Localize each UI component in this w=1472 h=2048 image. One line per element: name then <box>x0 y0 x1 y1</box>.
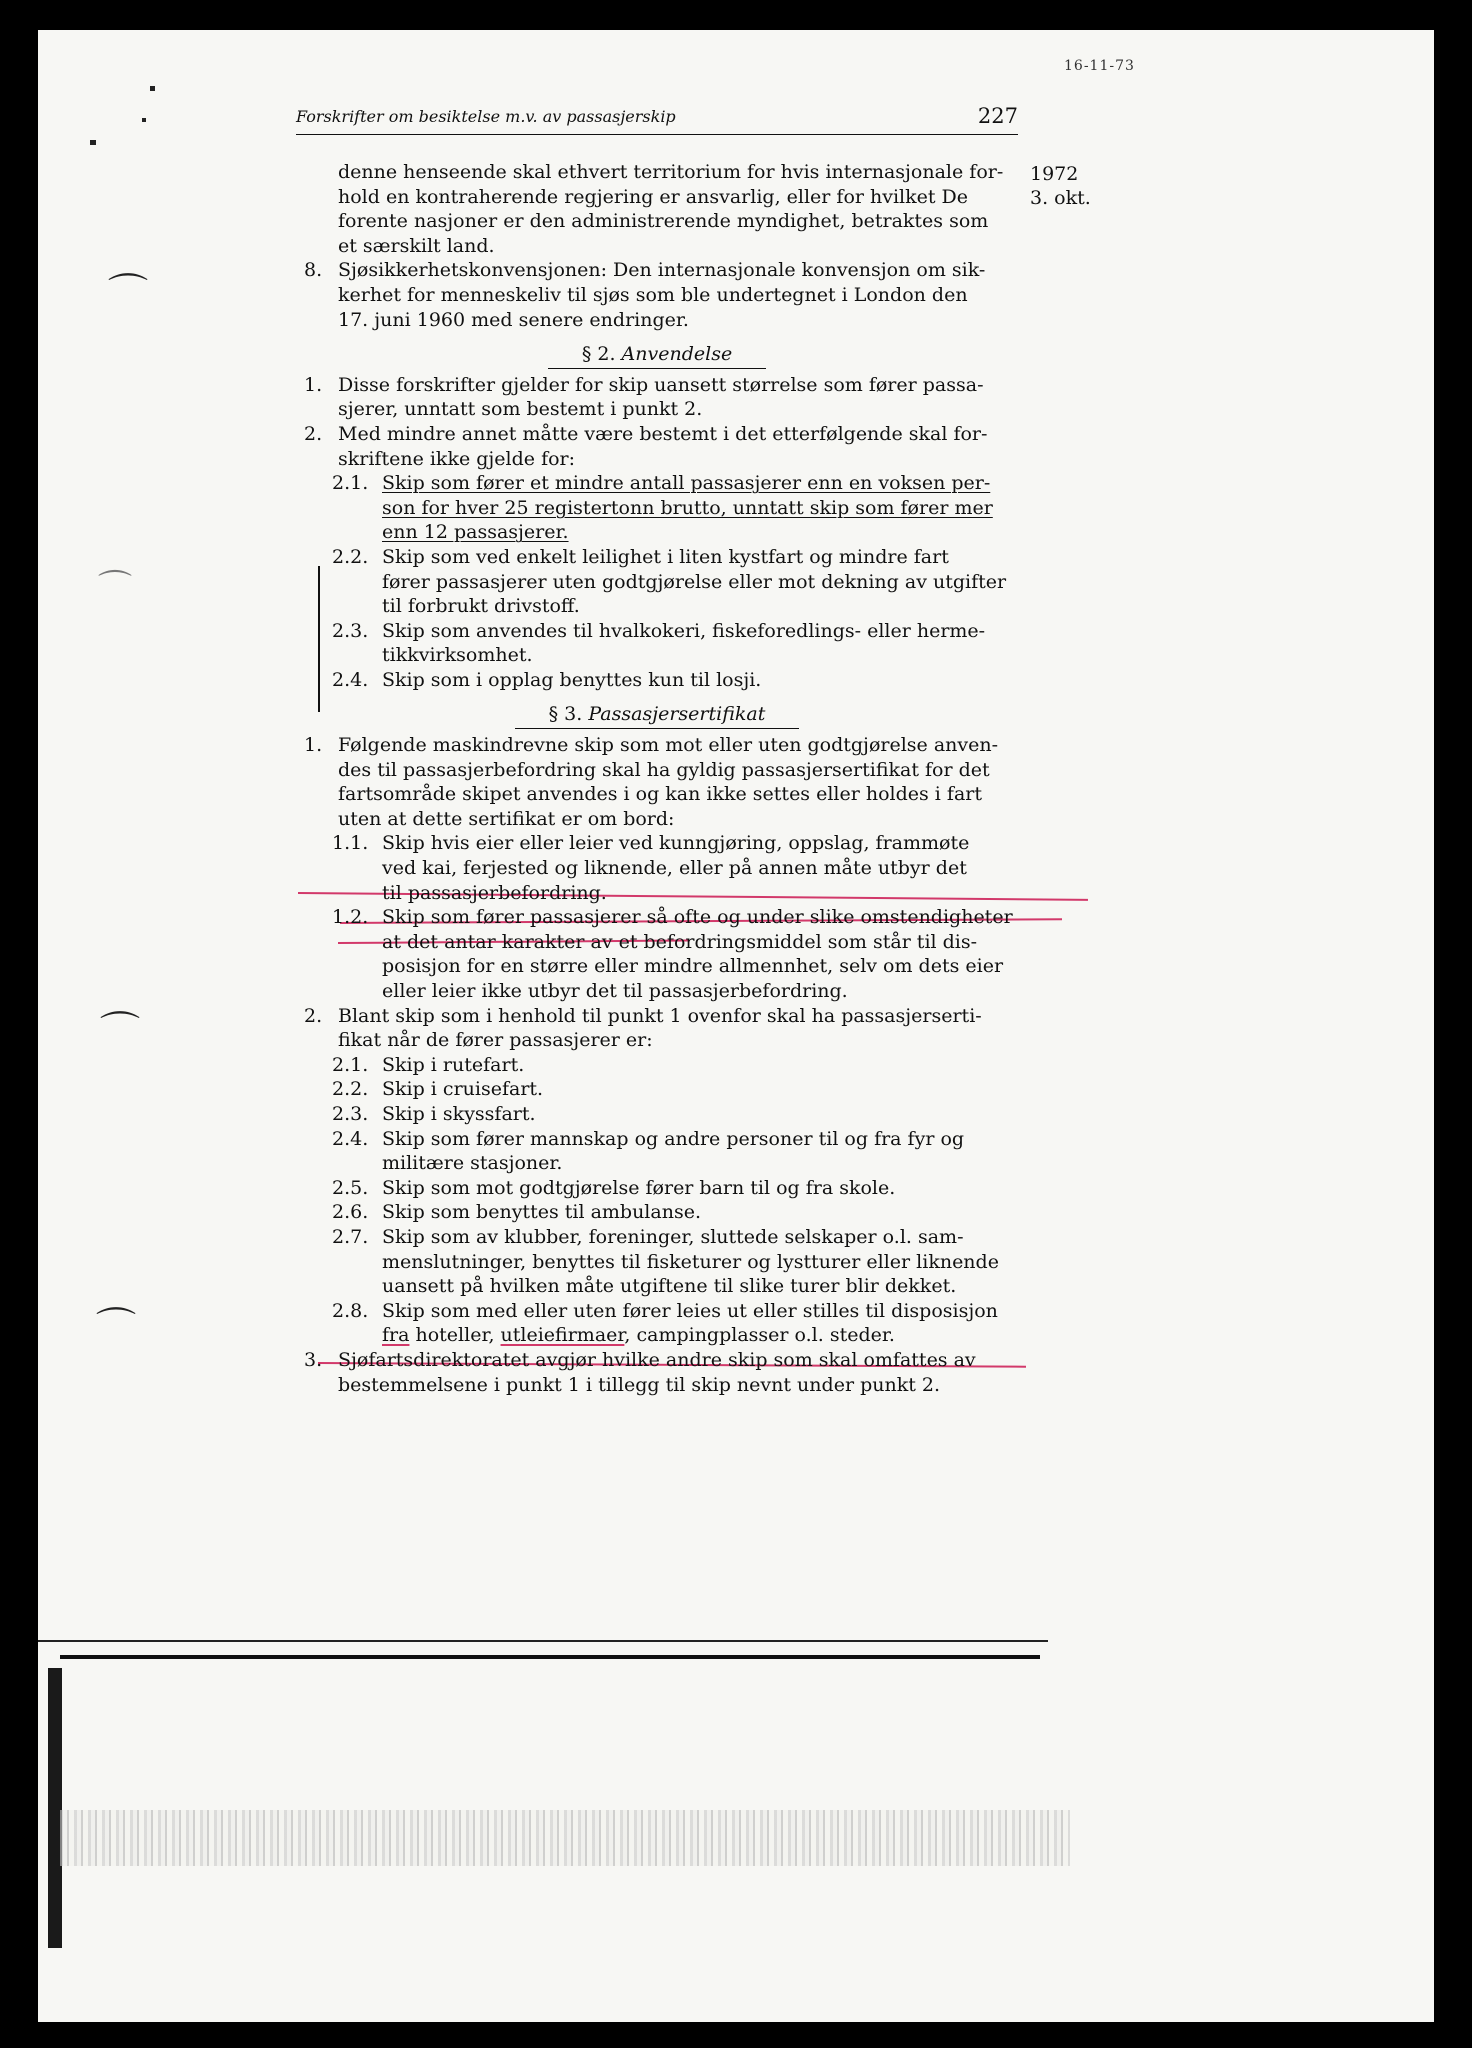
sub-paragraph-number: 2.3. <box>332 1102 369 1125</box>
paragraph-number: 3. <box>304 1348 323 1371</box>
text-line: Skip som fører mannskap og andre personer til og fra fyr og <box>382 1127 965 1150</box>
text-line: Skip som fører et mindre antall passasjerer enn en voksen per- <box>382 472 991 495</box>
text-line-composite <box>296 1323 1018 1348</box>
sub-paragraph-number: 2.5. <box>332 1176 369 1199</box>
section-heading-3 <box>296 702 1018 729</box>
sub-paragraph <box>296 1102 1018 1127</box>
text-line: Skip som i opplag benyttes kun til losji. <box>382 668 762 691</box>
text-line: Skip som anvendes til hvalkokeri, fiskeforedlings- eller herme- <box>382 619 986 642</box>
text-span: hoteller, <box>409 1324 501 1347</box>
paragraph <box>296 1004 1018 1029</box>
text-line: Følgende maskindrevne skip som mot eller uten godtgjørelse anven- <box>338 734 999 757</box>
section-number: § 3. <box>548 703 583 726</box>
text-line: posisjon for en større eller mindre allmennhet, selv om dets eier <box>382 955 1004 978</box>
section-title: Anvendelse <box>621 343 733 366</box>
sub-paragraph <box>296 1225 1018 1250</box>
sub-paragraph-number: 2.4. <box>332 1127 369 1150</box>
sub-paragraph <box>296 619 1018 644</box>
text-line: Skip som mot godtgjørelse fører barn til og fra skole. <box>382 1176 896 1199</box>
section-heading-2 <box>296 342 1018 369</box>
sub-paragraph-number: 2.6. <box>332 1201 369 1224</box>
sub-paragraph-number: 2.4. <box>332 668 369 691</box>
text-line: uansett på hvilken måte utgiftene til slike turer blir dekket. <box>382 1275 957 1298</box>
paragraph-8 <box>296 258 1018 283</box>
punch-mark-icon: ⌒ <box>100 1009 140 1055</box>
red-underlined-word: fra <box>382 1324 410 1347</box>
punch-mark-icon: ⌒ <box>96 1305 136 1351</box>
text-line: 17. juni 1960 med senere endringer. <box>338 308 689 331</box>
section-title: Passasjersertifikat <box>588 703 766 726</box>
text-line: sjerer, unntatt som bestemt i punkt 2. <box>338 398 703 421</box>
sub-paragraph <box>296 831 1018 856</box>
text-span: , campingplasser o.l. steder. <box>624 1324 895 1347</box>
paragraph-number: 1. <box>304 734 323 757</box>
scan-artifact-line <box>60 1655 1040 1659</box>
text-line: eller leier ikke utbyr det til passasjerbefordring. <box>382 980 848 1002</box>
text-line: skriftene ikke gjelde for: <box>338 447 576 470</box>
sub-paragraph <box>296 1127 1018 1152</box>
text-line: Blant skip som i henhold til punkt 1 ovenfor skal ha passasjerserti- <box>338 1004 982 1027</box>
scan-noise-band <box>60 1810 1070 1866</box>
text-line: Skip i rutefart. <box>382 1053 525 1076</box>
text-line: Skip hvis eier eller leier ved kunngjøring, oppslag, frammøte <box>382 832 970 855</box>
text-line: Skip som ved enkelt leilighet i liten kystfart og mindre fart <box>382 545 949 568</box>
text-line: kerhet for menneskeliv til sjøs som ble undertegnet i London den <box>338 283 968 306</box>
text-line: hold en kontraherende regjering er ansvarlig, eller for hvilket De <box>338 185 969 208</box>
margin-year: 1972 <box>1030 163 1079 185</box>
text-line: ved kai, ferjested og liknende, eller på annen måte utbyr det <box>382 857 967 880</box>
paragraph <box>296 733 1018 758</box>
text-line: Disse forskrifter gjelder for skip uansett størrelse som fører passa- <box>338 373 984 396</box>
text-line: Skip som benyttes til ambulanse. <box>382 1201 701 1224</box>
text-line: til forbrukt drivstoff. <box>382 595 580 618</box>
sub-paragraph <box>296 1077 1018 1102</box>
scan-artifact-strip <box>48 1668 62 1948</box>
date-stamp: 16-11-73 <box>1064 58 1135 74</box>
text-line: fører passasjerer uten godtgjørelse eller mot dekning av utgifter <box>382 570 1007 593</box>
margin-date: 3. okt. <box>1030 187 1091 209</box>
text-line: Skip i skyssfart. <box>382 1102 536 1125</box>
text-line: Sjøfartsdirektoratet avgjør hvilke andre skip som skal omfattes av <box>338 1348 976 1371</box>
sub-paragraph-number: 2.2. <box>332 545 369 568</box>
scan-artifact-line <box>38 1640 1048 1642</box>
paragraph-number: 1. <box>304 373 323 396</box>
punch-mark-icon: ⌒ <box>108 271 148 317</box>
text-line: militære stasjoner. <box>382 1152 563 1175</box>
sub-paragraph <box>296 1200 1018 1225</box>
sub-paragraph <box>296 1299 1018 1324</box>
text-line: Med mindre annet måtte være bestemt i det etterfølgende skal for- <box>338 422 988 445</box>
margin-note <box>1030 162 1091 210</box>
running-header <box>296 104 1018 135</box>
document-body <box>296 160 1018 1397</box>
text-line: Skip som med eller uten fører leies ut eller stilles til disposisjon <box>382 1299 998 1322</box>
text-line: Skip som fører passasjerer så ofte og under slike omstendigheter <box>382 906 1013 929</box>
sub-paragraph <box>296 905 1018 930</box>
sub-paragraph-number: 2.8. <box>332 1299 369 1322</box>
sub-paragraph-number: 2.3. <box>332 619 369 642</box>
text-line: enn 12 passasjerer. <box>382 521 569 544</box>
text-line: Skip som av klubber, foreninger, sluttede selskaper o.l. sam- <box>382 1225 964 1248</box>
text-line: uten at dette sertifikat er om bord: <box>338 807 675 830</box>
sub-paragraph-number: 1.1. <box>332 832 369 855</box>
text-line: fikat når de fører passasjerer er: <box>338 1029 653 1052</box>
speck <box>150 86 155 91</box>
speck <box>90 140 96 145</box>
red-underlined-word: utleiefirmaer <box>500 1324 625 1347</box>
paragraph-number: 2. <box>304 1004 323 1027</box>
text-line: son for hver 25 registertonn brutto, unntatt skip som fører mer <box>382 496 993 519</box>
text-line: Sjøsikkerhetskonvensjonen: Den internasjonale konvensjon om sik- <box>338 259 986 282</box>
sub-paragraph-number: 2.2. <box>332 1078 369 1101</box>
text-line: forente nasjoner er den administrerende myndighet, betraktes som <box>338 210 989 233</box>
sub-paragraph <box>296 1053 1018 1078</box>
text-line: til passasjerbefordring. <box>382 881 607 904</box>
sub-paragraph-number: 2.1. <box>332 1053 369 1076</box>
sub-paragraph <box>296 668 1018 693</box>
paragraph <box>296 373 1018 398</box>
text-line: fartsområde skipet anvendes i og kan ikke settes eller holdes i fart <box>338 783 983 806</box>
header-title: Forskrifter om besiktelse m.v. av passasjerskip <box>296 107 676 126</box>
speck <box>142 118 146 122</box>
text-line: tikkvirksomhet. <box>382 644 533 667</box>
sub-paragraph-number: 2.7. <box>332 1225 369 1248</box>
text-line: denne henseende skal ethvert territorium for hvis internasjonale for- <box>338 161 1004 183</box>
sub-paragraph <box>296 471 1018 496</box>
text-line: et særskilt land. <box>338 234 495 257</box>
paragraph-number: 8. <box>304 259 323 282</box>
sub-paragraph <box>296 1176 1018 1201</box>
paragraph-number: 2. <box>304 422 323 445</box>
paragraph <box>296 422 1018 447</box>
section-number: § 2. <box>581 343 616 366</box>
text-line: bestemmelsene i punkt 1 i tillegg til skip nevnt under punkt 2. <box>338 1373 941 1396</box>
text-line: menslutninger, benyttes til fisketurer og lystturer eller liknende <box>382 1250 999 1273</box>
sub-paragraph-number: 1.2. <box>332 906 369 929</box>
text-line: Skip i cruisefart. <box>382 1078 544 1101</box>
punch-mark-icon: ⌒ <box>98 568 132 608</box>
text-line-wrap <box>296 496 1018 521</box>
text-line-wrap <box>296 520 1018 545</box>
text-line: des til passasjerbefordring skal ha gyldig passasjersertifikat for det <box>338 758 990 781</box>
paragraph <box>296 1348 1018 1373</box>
page-number: 227 <box>977 104 1018 128</box>
text-line: at det antar karakter av et befordringsmiddel som står til dis- <box>382 930 978 953</box>
sub-paragraph <box>296 545 1018 570</box>
sub-paragraph-number: 2.1. <box>332 472 369 495</box>
